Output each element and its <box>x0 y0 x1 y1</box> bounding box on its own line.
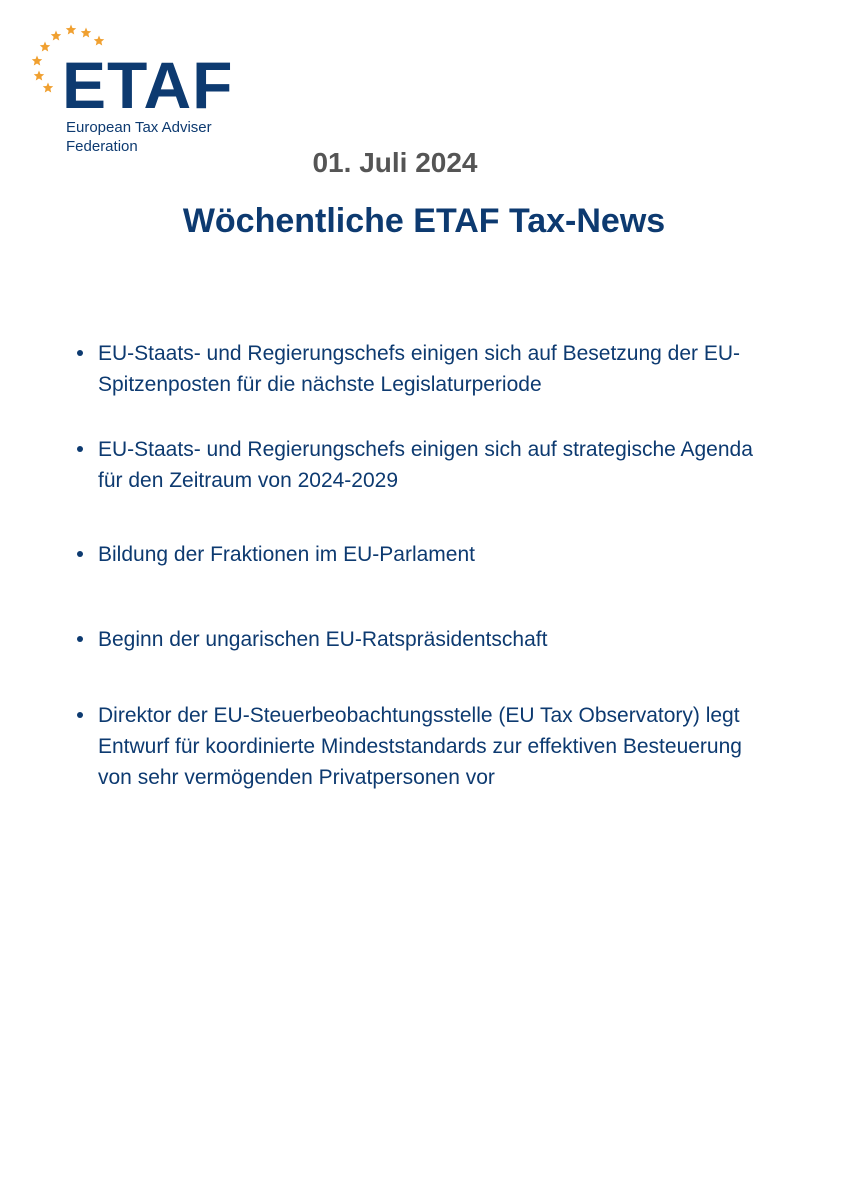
bullet-icon <box>77 551 83 557</box>
bullet-icon <box>77 636 83 642</box>
newsletter-date: 01. Juli 2024 <box>312 147 478 178</box>
bullet-icon <box>77 712 83 718</box>
bullet-icon <box>77 350 83 356</box>
bullet-icon <box>77 446 83 452</box>
logo-subtitle-line2: Federation <box>66 138 138 155</box>
news-item-text: Beginn der ungarischen EU-Ratspräsidentschaft <box>98 628 548 651</box>
news-item <box>98 624 778 655</box>
logo-wordmark: ETAF <box>62 48 234 122</box>
news-item <box>98 700 778 793</box>
news-item <box>98 434 778 496</box>
news-item-text: Direktor der EU-Steuerbeobachtungsstelle (EU Tax Observatory) legt Entwurf für koordinierte Mindeststandards zur effektiven Besteuerung von sehr vermögenden Privatpersonen vor <box>98 704 742 789</box>
news-item-text: EU-Staats- und Regierungschefs einigen sich auf strategische Agenda für den Zeitraum von 2024-2029 <box>98 438 753 492</box>
news-item-text: EU-Staats- und Regierungschefs einigen sich auf Besetzung der EU-Spitzenposten für die nächste Legislaturperiode <box>98 342 741 396</box>
logo-subtitle-line1: European Tax Adviser <box>66 119 212 136</box>
news-item-text: Bildung der Fraktionen im EU-Parlament <box>98 543 475 566</box>
news-item <box>98 338 778 400</box>
page-title: Wöchentliche ETAF Tax-News <box>182 202 666 240</box>
news-item <box>98 539 778 570</box>
